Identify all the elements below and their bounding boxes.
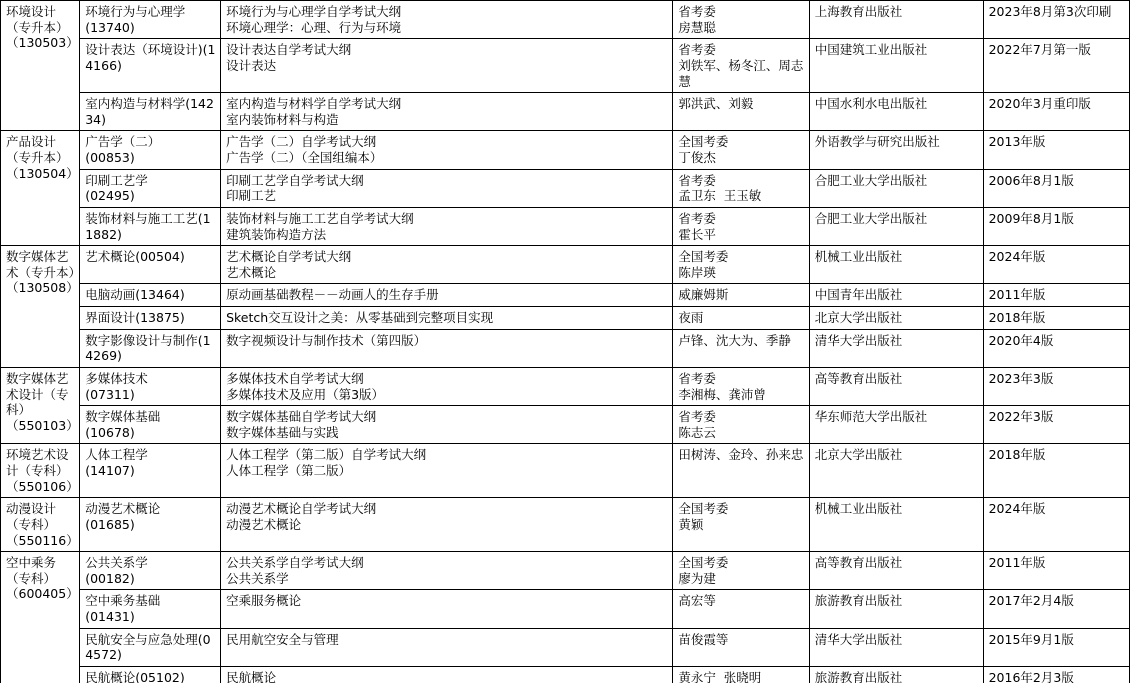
- major-cell-line: 产品设计: [6, 134, 57, 150]
- author-cell-line: 高宏等: [678, 593, 716, 609]
- course-cell: [80, 169, 221, 207]
- author-cell: [673, 590, 809, 628]
- edition-cell: [983, 367, 1129, 405]
- author-cell-line: 田树涛、金玲、孙来忠: [678, 447, 804, 463]
- outline-cell-line: 人体工程学（第二版）: [226, 463, 352, 478]
- table-row: [1, 498, 1130, 552]
- course-cell-line: 数字影像设计与制作(14269): [85, 332, 211, 364]
- course-cell-line: (07311): [85, 386, 135, 402]
- outline-cell: [221, 628, 673, 666]
- edition-cell-line: 2024年版: [988, 249, 1046, 265]
- author-cell-line: 省考委: [678, 42, 716, 58]
- press-cell: [809, 367, 983, 405]
- author-cell-line: 夜雨: [678, 310, 704, 325]
- outline-cell-line: 艺术概论自学考试大纲: [226, 249, 352, 265]
- major-cell: [1, 552, 80, 683]
- major-cell-line: 环境设计: [6, 4, 57, 19]
- author-cell-line: 黄颖: [678, 516, 704, 532]
- course-cell-line: (02495): [85, 188, 135, 204]
- course-cell: [80, 207, 221, 245]
- press-cell-line: 中国青年出版社: [814, 287, 903, 303]
- outline-cell-line: 数字媒体基础自学考试大纲: [226, 409, 377, 425]
- edition-cell-line: 2017年2月4版: [988, 593, 1074, 609]
- table-row: [1, 590, 1130, 628]
- course-cell: [80, 1, 221, 39]
- major-cell-line: 科）: [6, 402, 32, 418]
- outline-cell-line: 艺术概论: [226, 264, 277, 280]
- table-row: [1, 169, 1130, 207]
- major-cell: [1, 498, 80, 552]
- major-cell: [1, 131, 80, 246]
- course-cell-line: 电脑动画(13464): [85, 287, 185, 303]
- course-cell: [80, 498, 221, 552]
- course-cell: [80, 552, 221, 590]
- edition-cell: [983, 628, 1129, 666]
- author-cell: [673, 498, 809, 552]
- edition-cell-line: 2013年版: [988, 134, 1046, 150]
- press-cell-line: 机械工业出版社: [814, 249, 903, 265]
- outline-cell: [221, 169, 673, 207]
- edition-cell: [983, 284, 1129, 307]
- outline-cell: [221, 367, 673, 405]
- major-cell-line: （130508）: [6, 280, 79, 296]
- major-cell-line: （550116）: [6, 532, 79, 548]
- outline-cell-line: 广告学（二）自学考试大纲: [226, 134, 377, 150]
- major-cell-line: （550103）: [6, 417, 79, 433]
- major-cell-line: 空中乘务: [6, 555, 57, 571]
- outline-cell: [221, 552, 673, 590]
- outline-cell-line: 民用航空安全与管理: [226, 631, 339, 647]
- press-cell: [809, 169, 983, 207]
- edition-cell: [983, 131, 1129, 169]
- major-cell-line: 术（专升本）: [6, 264, 82, 280]
- edition-cell-line: 2023年3版: [988, 370, 1054, 386]
- edition-cell-line: 2024年版: [988, 501, 1046, 517]
- press-cell-line: 上海教育出版社: [814, 4, 903, 19]
- author-cell: [673, 169, 809, 207]
- author-cell: [673, 666, 809, 683]
- table-row: [1, 406, 1130, 444]
- major-cell-line: 数字媒体艺: [6, 249, 69, 265]
- press-cell-line: 旅游教育出版社: [814, 669, 903, 683]
- major-cell: [1, 1, 80, 131]
- major-cell: [1, 444, 80, 498]
- major-cell-line: （550106）: [6, 478, 79, 494]
- course-cell-line: 公共关系学: [85, 555, 148, 571]
- author-cell-line: 卢锋、沈大为、季静: [678, 332, 791, 348]
- outline-cell-line: 印刷工艺: [226, 188, 277, 204]
- course-cell: [80, 39, 221, 93]
- author-cell: [673, 131, 809, 169]
- author-cell: [673, 39, 809, 93]
- major-cell-line: （专升本）: [6, 19, 69, 35]
- major-cell-line: 术设计（专: [6, 386, 69, 402]
- course-cell-line: 民航概论(05102): [85, 669, 185, 683]
- course-cell: [80, 131, 221, 169]
- outline-cell-line: 多媒体技术及应用（第3版）: [226, 386, 385, 402]
- edition-cell: [983, 329, 1129, 367]
- author-cell-line: 郭洪武、刘毅: [678, 96, 754, 112]
- edition-cell-line: 2016年2月3版: [988, 669, 1074, 683]
- table-row: [1, 39, 1130, 93]
- course-cell-line: 艺术概论(00504): [85, 249, 185, 265]
- edition-cell-line: 2011年版: [988, 287, 1046, 303]
- table-row: [1, 628, 1130, 666]
- press-cell: [809, 406, 983, 444]
- outline-cell-line: 动漫艺术概论自学考试大纲: [226, 501, 377, 517]
- table-row: [1, 93, 1130, 131]
- course-cell-line: 界面设计(13875): [85, 310, 185, 325]
- outline-cell: [221, 1, 673, 39]
- table-row: [1, 666, 1130, 683]
- course-cell: [80, 367, 221, 405]
- edition-cell: [983, 498, 1129, 552]
- press-cell-line: 北京大学出版社: [814, 310, 903, 325]
- major-cell-line: （600405）: [6, 586, 79, 602]
- author-cell-line: 刘铁军、杨冬江、周志慧: [678, 57, 804, 89]
- press-cell: [809, 93, 983, 131]
- press-cell-line: 外语教学与研究出版社: [814, 134, 940, 150]
- course-cell: [80, 93, 221, 131]
- press-cell: [809, 666, 983, 683]
- major-cell: [1, 246, 80, 368]
- table-row: [1, 552, 1130, 590]
- edition-cell: [983, 93, 1129, 131]
- course-cell: [80, 444, 221, 498]
- course-cell-line: (10678): [85, 424, 135, 440]
- edition-cell: [983, 169, 1129, 207]
- outline-cell-line: 动漫艺术概论: [226, 516, 302, 532]
- course-cell-line: 广告学（二）: [85, 134, 161, 150]
- course-cell-line: (01685): [85, 516, 135, 532]
- edition-cell-line: 2006年8月1版: [988, 172, 1074, 188]
- author-cell: [673, 207, 809, 245]
- edition-cell-line: 2022年3版: [988, 409, 1054, 425]
- press-cell-line: 高等教育出版社: [814, 555, 903, 571]
- outline-cell-line: 多媒体技术自学考试大纲: [226, 370, 364, 386]
- major-cell-line: 数字媒体艺: [6, 370, 69, 386]
- major-cell-line: （专科）: [6, 570, 57, 586]
- course-cell-line: 空中乘务基础: [85, 593, 161, 609]
- edition-cell: [983, 39, 1129, 93]
- course-cell-line: 人体工程学: [85, 447, 148, 463]
- course-cell-line: (00182): [85, 570, 135, 586]
- press-cell: [809, 552, 983, 590]
- outline-cell-line: 设计表达: [226, 57, 277, 73]
- press-cell: [809, 444, 983, 498]
- edition-cell-line: 2020年3月重印版: [988, 96, 1091, 112]
- press-cell-line: 合肥工业大学出版社: [814, 210, 928, 226]
- outline-cell: [221, 444, 673, 498]
- edition-cell: [983, 246, 1129, 284]
- major-cell: [1, 367, 80, 444]
- press-cell: [809, 329, 983, 367]
- author-cell-line: 黄永宁 张晓明: [678, 669, 762, 683]
- edition-cell-line: 2018年版: [988, 310, 1046, 325]
- table-row: [1, 207, 1130, 245]
- outline-cell-line: 环境行为与心理学自学考试大纲: [226, 4, 402, 19]
- author-cell: [673, 284, 809, 307]
- press-cell-line: 清华大学出版社: [814, 332, 903, 348]
- author-cell-line: 全国考委: [678, 134, 729, 150]
- table-row: [1, 1, 1130, 39]
- press-cell-line: 高等教育出版社: [814, 370, 903, 386]
- outline-cell-line: 公共关系学: [226, 570, 289, 586]
- press-cell-line: 机械工业出版社: [814, 501, 903, 517]
- outline-cell-line: 公共关系学自学考试大纲: [226, 555, 364, 571]
- press-cell: [809, 207, 983, 245]
- author-cell-line: 廖为建: [678, 570, 716, 586]
- author-cell-line: 省考委: [678, 4, 716, 19]
- table-row: [1, 284, 1130, 307]
- outline-cell: [221, 39, 673, 93]
- edition-cell-line: 2022年7月第一版: [988, 42, 1091, 58]
- outline-cell-line: 数字媒体基础与实践: [226, 424, 339, 440]
- author-cell: [673, 406, 809, 444]
- edition-cell: [983, 307, 1129, 330]
- outline-cell: [221, 590, 673, 628]
- major-cell-line: （130504）: [6, 165, 79, 181]
- press-cell: [809, 246, 983, 284]
- edition-cell-line: 2020年4版: [988, 332, 1054, 348]
- outline-cell: [221, 406, 673, 444]
- author-cell-line: 省考委: [678, 409, 716, 425]
- press-cell: [809, 307, 983, 330]
- outline-cell-line: 广告学（二）（全国组编本）: [226, 150, 383, 165]
- author-cell-line: 霍长平: [678, 226, 716, 242]
- edition-cell-line: 2009年8月1版: [988, 210, 1074, 226]
- course-cell-line: 多媒体技术: [85, 370, 148, 386]
- course-cell-line: 室内构造与材料学(14234): [85, 96, 214, 127]
- author-cell-line: 孟卫东 王玉敏: [678, 188, 762, 204]
- major-cell-line: 计（专科）: [6, 463, 69, 478]
- press-cell: [809, 590, 983, 628]
- press-cell-line: 华东师范大学出版社: [814, 409, 928, 425]
- course-cell: [80, 406, 221, 444]
- edition-cell-line: 2015年9月1版: [988, 631, 1074, 647]
- author-cell: [673, 1, 809, 39]
- table-row: [1, 444, 1130, 498]
- outline-cell: [221, 284, 673, 307]
- table-row: [1, 246, 1130, 284]
- major-cell-line: （专科）: [6, 516, 57, 532]
- edition-cell: [983, 1, 1129, 39]
- table-row: [1, 131, 1130, 169]
- outline-cell-line: 民航概论: [226, 669, 277, 683]
- table-row: [1, 367, 1130, 405]
- author-cell: [673, 552, 809, 590]
- edition-cell: [983, 207, 1129, 245]
- outline-cell: [221, 93, 673, 131]
- course-cell: [80, 284, 221, 307]
- course-cell-line: 印刷工艺学: [85, 172, 148, 188]
- author-cell: [673, 444, 809, 498]
- press-cell-line: 合肥工业大学出版社: [814, 172, 928, 188]
- author-cell: [673, 367, 809, 405]
- author-cell-line: 陈岸瑛: [678, 264, 716, 280]
- press-cell-line: 旅游教育出版社: [814, 593, 903, 609]
- course-cell-line: (00853): [85, 150, 135, 165]
- outline-cell: [221, 329, 673, 367]
- course-cell-line: (13740): [85, 19, 135, 35]
- course-cell: [80, 628, 221, 666]
- press-cell: [809, 1, 983, 39]
- outline-cell-line: 设计表达自学考试大纲: [226, 42, 352, 58]
- author-cell-line: 省考委: [678, 210, 716, 226]
- author-cell-line: 苗俊霞等: [678, 631, 729, 647]
- press-cell: [809, 628, 983, 666]
- table-row: [1, 329, 1130, 367]
- author-cell-line: 李湘梅、龚沛曾: [678, 386, 766, 402]
- course-cell: [80, 307, 221, 330]
- outline-cell: [221, 246, 673, 284]
- major-cell-line: 环境艺术设: [6, 447, 69, 463]
- course-cell: [80, 329, 221, 367]
- author-cell-line: 陈志云: [678, 424, 716, 440]
- outline-cell: [221, 666, 673, 683]
- outline-cell-line: 室内构造与材料学自学考试大纲: [226, 96, 402, 112]
- outline-cell: [221, 207, 673, 245]
- press-cell-line: 中国水利水电出版社: [814, 96, 928, 112]
- course-cell-line: 动漫艺术概论: [85, 501, 161, 517]
- outline-cell-line: 环境心理学：心理、行为与环境: [226, 19, 402, 35]
- edition-cell-line: 2018年版: [988, 447, 1046, 463]
- outline-cell-line: Sketch交互设计之美：从零基础到完整项目实现: [226, 310, 494, 325]
- author-cell-line: 全国考委: [678, 249, 729, 265]
- outline-cell-line: 装饰材料与施工工艺自学考试大纲: [226, 210, 414, 226]
- outline-cell-line: 原动画基础教程－－动画人的生存手册: [226, 287, 439, 303]
- outline-cell-line: 人体工程学（第二版）自学考试大纲: [226, 447, 427, 463]
- edition-cell: [983, 590, 1129, 628]
- edition-cell: [983, 552, 1129, 590]
- author-cell-line: 全国考委: [678, 501, 729, 517]
- author-cell: [673, 329, 809, 367]
- press-cell: [809, 131, 983, 169]
- outline-cell-line: 室内装饰材料与构造: [226, 111, 339, 127]
- course-cell-line: 环境行为与心理学: [85, 4, 186, 19]
- major-cell-line: 动漫设计: [6, 501, 57, 517]
- author-cell-line: 丁俊杰: [678, 150, 716, 165]
- author-cell-line: 全国考委: [678, 555, 729, 571]
- edition-cell: [983, 406, 1129, 444]
- course-cell: [80, 246, 221, 284]
- course-cell-line: (01431): [85, 609, 135, 624]
- major-cell-line: （专升本）: [6, 150, 69, 165]
- author-cell-line: 房慧聪: [678, 19, 716, 35]
- outline-cell-line: 空乘服务概论: [226, 593, 302, 609]
- press-cell: [809, 284, 983, 307]
- course-cell-line: 民航安全与应急处理(04572): [85, 631, 211, 663]
- author-cell: [673, 307, 809, 330]
- table-row: [1, 307, 1130, 330]
- author-cell-line: 威廉姆斯: [678, 287, 729, 303]
- outline-cell: [221, 131, 673, 169]
- author-cell: [673, 246, 809, 284]
- outline-cell: [221, 498, 673, 552]
- course-cell-line: 设计表达（环境设计)(14166): [85, 42, 216, 73]
- press-cell-line: 北京大学出版社: [814, 447, 903, 463]
- major-cell-line: （130503）: [6, 35, 79, 51]
- course-cell-line: 装饰材料与施工工艺(11882): [85, 210, 211, 242]
- author-cell: [673, 628, 809, 666]
- press-cell: [809, 498, 983, 552]
- author-cell-line: 省考委: [678, 172, 716, 188]
- outline-cell-line: 建筑装饰构造方法: [226, 226, 327, 242]
- author-cell-line: 省考委: [678, 370, 716, 386]
- edition-cell: [983, 444, 1129, 498]
- press-cell-line: 中国建筑工业出版社: [814, 42, 928, 58]
- course-cell-line: (14107): [85, 463, 135, 478]
- course-cell-line: 数字媒体基础: [85, 409, 161, 425]
- course-cell: [80, 666, 221, 683]
- edition-cell-line: 2011年版: [988, 555, 1046, 571]
- edition-cell-line: 2023年8月第3次印刷: [988, 4, 1112, 19]
- outline-cell: [221, 307, 673, 330]
- edition-cell: [983, 666, 1129, 683]
- outline-cell-line: 数字视频设计与制作技术（第四版）: [226, 332, 427, 348]
- course-cell: [80, 590, 221, 628]
- press-cell: [809, 39, 983, 93]
- author-cell: [673, 93, 809, 131]
- course-table-body: [1, 1, 1130, 683]
- press-cell-line: 清华大学出版社: [814, 631, 903, 647]
- outline-cell-line: 印刷工艺学自学考试大纲: [226, 172, 364, 188]
